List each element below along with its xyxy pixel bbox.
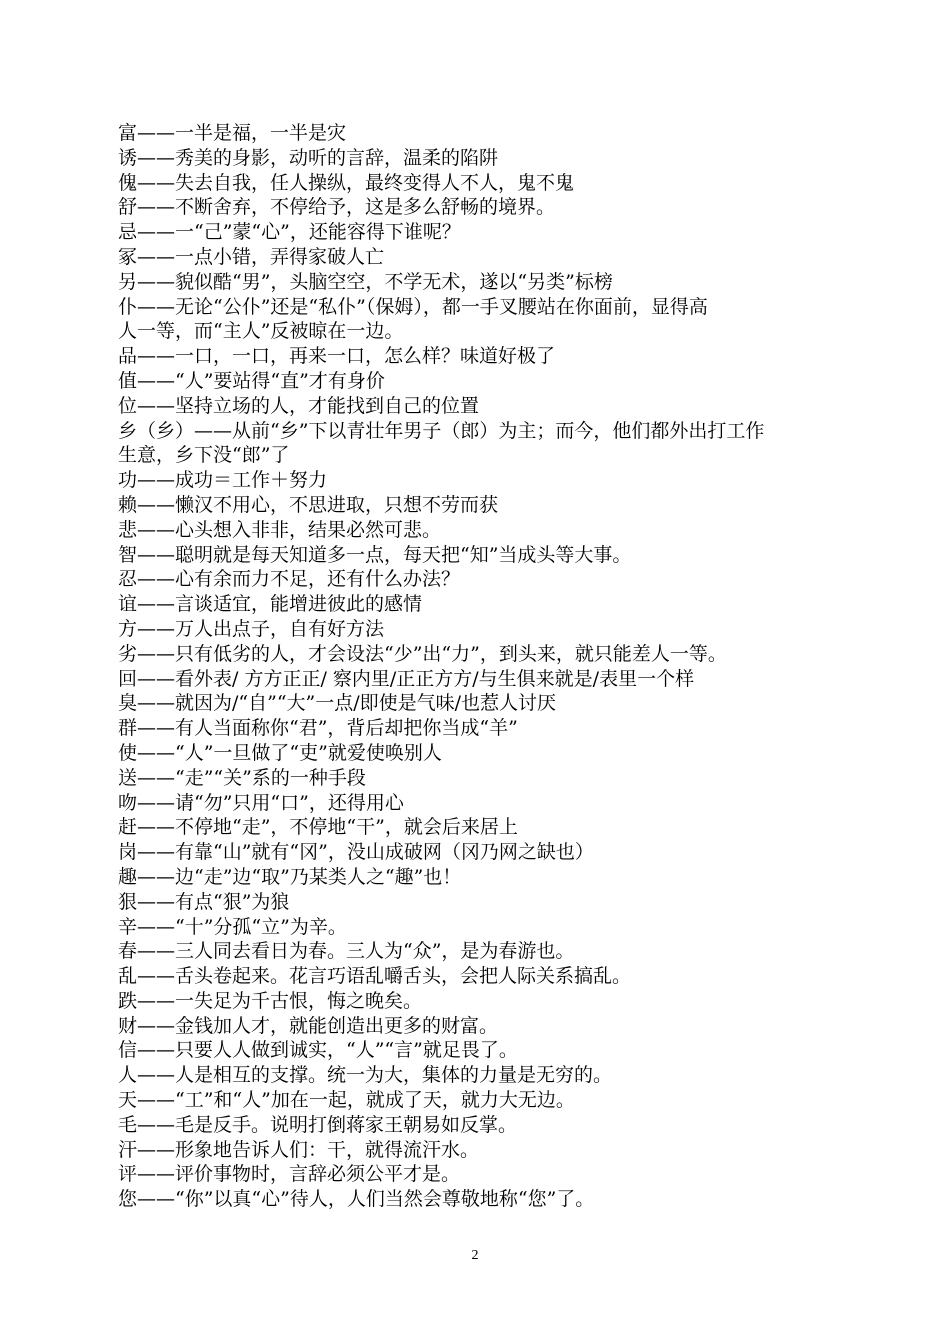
text-line: 信——只要人人做到诚实，“人”“言”就足畏了。 [118, 1039, 518, 1062]
text-line: 悲——心头想入非非，结果必然可悲。 [118, 518, 442, 541]
page-number: 2 [471, 1248, 479, 1263]
text-line: 送——“走”“关”系的一种手段 [118, 766, 366, 789]
text-line: 赶——不停地“走”，不停地“干”，就会后来居上 [118, 816, 518, 839]
text-line: 人一等，而“主人”反被晾在一边。 [118, 320, 404, 343]
text-line: 富——一半是福，一半是灾 [118, 122, 347, 144]
text-line: 天——“工”和“人”加在一起，就成了天，就力大无边。 [118, 1089, 575, 1112]
text-line: 赖——懒汉不用心，不思进取，只想不劳而获 [118, 493, 499, 516]
text-line: 臭——就因为/“自”“大”一点/即使是气味/也惹人讨厌 [118, 692, 557, 715]
text-line: 吻——请“勿”只用“口”，还得用心 [118, 791, 404, 814]
text-line: 品——一口，一口，再来一口，怎么样？味道好极了 [118, 345, 556, 368]
text-line: 另——貌似酷“男”，头脑空空，不学无术，遂以“另类”标榜 [118, 270, 613, 293]
text-line: 傀——失去自我，任人操纵，最终变得人不人，鬼不鬼 [118, 171, 575, 194]
text-line: 忍——心有余而力不足，还有什么办法？ [118, 568, 461, 591]
text-line: 您——“你”以真“心”待人，人们当然会尊敬地称“您”了。 [118, 1188, 595, 1211]
text-line: 岗——有靠“山”就有“冈”，没山成破网（冈乃网之缺也） [118, 841, 594, 864]
text-line: 乱——舌头卷起来。花言巧语乱嚼舌头，会把人际关系搞乱。 [118, 965, 632, 988]
text-line: 春——三人同去看日为春。三人为“众”，是为春游也。 [118, 940, 575, 963]
text-line: 方——万人出点子，自有好方法 [118, 617, 385, 640]
text-line: 仆——无论“公仆”还是“私仆”（保姆），都一手叉腰站在你面前，显得高 [118, 295, 708, 318]
text-line: 劣——只有低劣的人，才会设法“少”出“力”，到头来，就只能差人一等。 [118, 642, 727, 665]
text-line: 使——“人”一旦做了“吏”就爱使唤别人 [118, 741, 442, 764]
text-line: 谊——言谈适宜，能增进彼此的感情 [118, 593, 423, 616]
text-line: 值——“人”要站得“直”才有身价 [118, 369, 385, 392]
text-line: 趣——边“走”边“取”乃某类人之“趣”也！ [118, 865, 462, 888]
text-line: 功——成功＝工作＋努力 [118, 469, 328, 492]
text-line: 狠——有点“狠”为狼 [118, 890, 290, 913]
text-body [118, 121, 853, 1212]
text-line: 生意，乡下没“郎”了 [118, 444, 290, 467]
text-line: 财——金钱加人才，就能创造出更多的财富。 [118, 1014, 499, 1037]
text-line: 汗——形象地告诉人们：干，就得流汗水。 [118, 1138, 480, 1161]
text-line: 回——看外表/ 方方正正/ 察内里/正正方方/与生俱来就是/表里一个样 [118, 667, 695, 690]
text-line: 毛——毛是反手。说明打倒蒋家王朝易如反掌。 [118, 1113, 518, 1136]
text-line: 辛——“十”分孤“立”为辛。 [118, 915, 347, 938]
text-line: 群——有人当面称你“君”，背后却把你当成“羊” [118, 717, 518, 740]
text-line: 诱——秀美的身影，动听的言辞，温柔的陷阱 [118, 146, 499, 169]
text-line: 乡（乡）——从前“乡”下以青壮年男子（郎）为主；而今，他们都外出打工作 [118, 419, 765, 442]
text-line: 智——聪明就是每天知道多一点，每天把“知”当成头等大事。 [118, 543, 632, 566]
text-line: 舒——不断舍弃，不停给予，这是多么舒畅的境界。 [118, 196, 556, 219]
text-line: 冢——一点小错，弄得家破人亡 [118, 245, 385, 268]
text-line: 忌——一“己”蒙“心”，还能容得下谁呢？ [118, 221, 461, 244]
text-line: 评——评价事物时，言辞必须公平才是。 [118, 1163, 461, 1186]
text-line: 跌——一失足为千古恨，悔之晚矣。 [118, 989, 423, 1012]
text-line: 位——坚持立场的人，才能找到自己的位置 [118, 394, 480, 417]
text-line: 人——人是相互的支撑。统一为大，集体的力量是无穷的。 [118, 1064, 613, 1087]
